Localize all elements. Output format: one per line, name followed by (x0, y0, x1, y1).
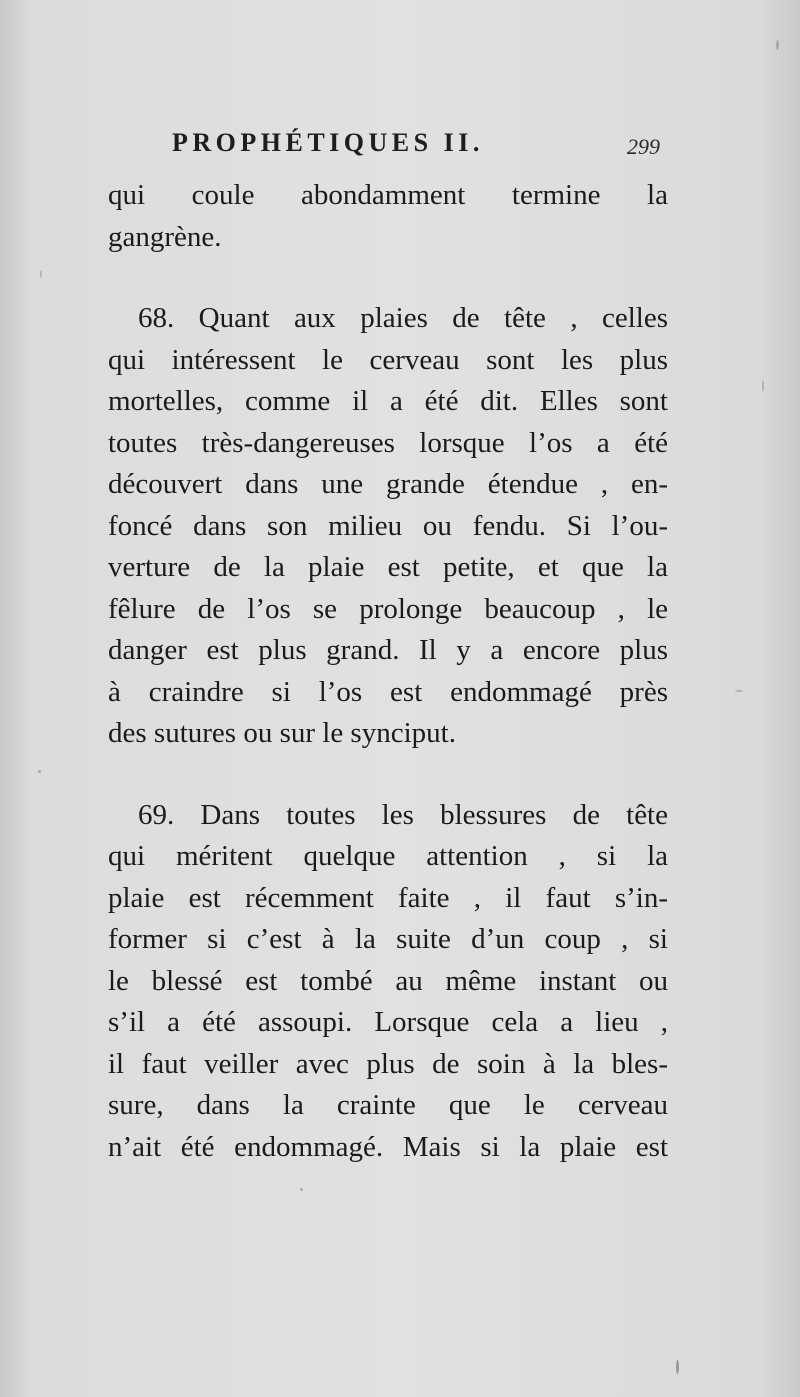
paragraph-gap (108, 258, 668, 298)
paragraph-68-line: des sutures ou sur le synciput. (108, 717, 456, 749)
page-number: 299 (627, 134, 660, 159)
paragraph-gap (108, 755, 668, 795)
body-text (108, 175, 668, 1168)
text-line: gangrène. (108, 220, 222, 253)
paragraph-69-line: le blessé est tombé au même instant ou (108, 964, 668, 997)
paragraph-69-line: s’il a été assoupi. Lorsque cela a lieu , (108, 1006, 668, 1038)
paragraph-68-line: mortelles, comme il a été dit. Elles sont (108, 385, 668, 417)
paragraph-69-line: sure, dans la crainte que le cerveau (108, 1089, 668, 1121)
page-header (172, 128, 672, 164)
paragraph-68-line: qui intéressent le cerveau sont les plus (108, 343, 668, 376)
paragraph-68-line: foncé dans son milieu ou fendu. Si l’ou- (108, 509, 668, 542)
paragraph-69-line: former si c’est à la suite d’un coup , si (108, 923, 668, 955)
paper-speck (676, 1360, 679, 1374)
paper-speck (762, 380, 764, 392)
paragraph-68-line: à craindre si l’os est endommagé près (108, 675, 668, 708)
text-line: qui coule abondamment termine la (108, 179, 668, 211)
paragraph-68-line: toutes très-dangereuses lorsque l’os a été (108, 426, 668, 459)
paragraph-68-line: danger est plus grand. Il y a encore plus (108, 634, 668, 666)
paragraph-69-line: il faut veiller avec plus de soin à la bles- (108, 1047, 668, 1080)
paragraph-68-line: 68. Quant aux plaies de tête , celles (138, 302, 668, 334)
paragraph-69-line: qui méritent quelque attention , si la (108, 840, 668, 872)
paragraph-69-line: 69. Dans toutes les blessures de tête (138, 798, 668, 831)
paper-speck (735, 690, 743, 692)
paragraph-68-line: découvert dans une grande étendue , en- (108, 468, 668, 500)
running-head: PROPHÉTIQUES II. (172, 128, 484, 157)
paragraph-68-line: fêlure de l’os se prolonge beaucoup , le (108, 592, 668, 625)
paper-speck (38, 770, 41, 773)
paragraph-69-line: plaie est récemment faite , il faut s’in- (108, 881, 668, 914)
paragraph-69-line: n’ait été endommagé. Mais si la plaie est (108, 1130, 668, 1163)
paper-speck (776, 40, 779, 50)
paragraph-68-line: verture de la plaie est petite, et que la (108, 551, 668, 583)
paper-speck (40, 270, 42, 278)
paper-speck (300, 1188, 303, 1191)
